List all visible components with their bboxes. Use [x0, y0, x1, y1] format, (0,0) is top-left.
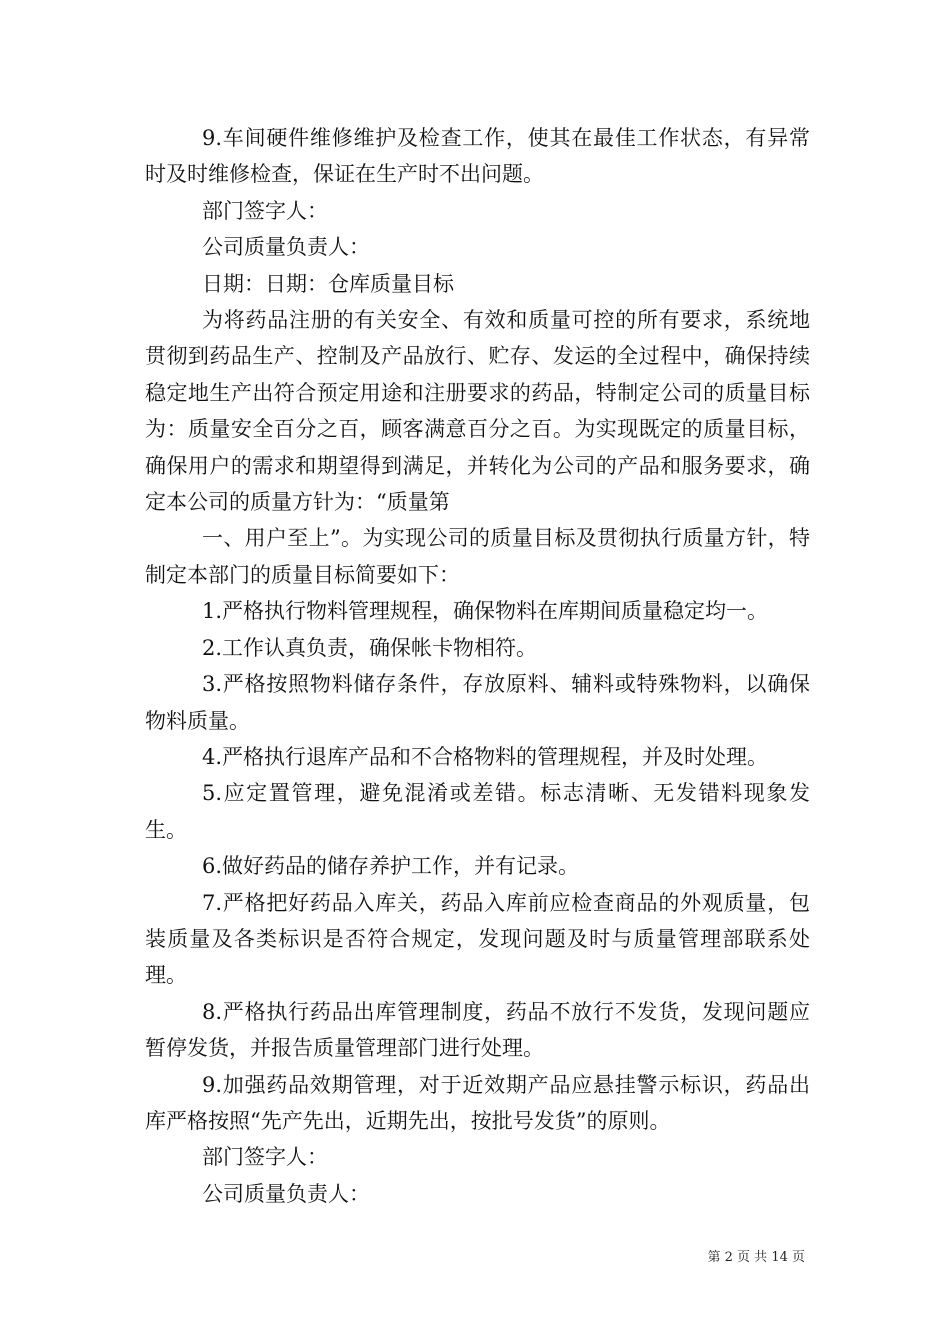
page-number: 第 2 页 共 14 页: [707, 1250, 805, 1265]
list-item-7: 7.严格把好药品入库关，药品入库前应检查商品的外观质量，包装质量及各类标识是否符合规定，发现问题及时与质量管理部联系处理。: [145, 890, 810, 988]
paragraph-dept-signer-2: 部门签字人：: [202, 1145, 328, 1170]
paragraph-policy: 一、用户至上”。为实现公司的质量目标及贯彻执行质量方针，特制定本部门的质量目标简要如下：: [145, 526, 810, 587]
list-item-2: 2.工作认真负责，确保帐卡物相符。: [202, 635, 538, 660]
paragraph-date-heading: 日期：日期：仓库质量目标: [202, 271, 454, 296]
paragraph-workshop-maintenance: 9.车间硬件维修维护及检查工作，使其在最佳工作状态，有异常时及时维修检查，保证在生产时不出问题。: [145, 126, 810, 187]
document-body: [145, 120, 810, 1212]
list-item-6: 6.做好药品的储存养护工作，并有记录。: [202, 854, 580, 879]
list-item-5: 5.应定置管理，避免混淆或差错。标志清晰、无发错料现象发生。: [145, 781, 810, 842]
paragraph-quality-officer: 公司质量负责人：: [202, 235, 370, 260]
list-item-9: 9.加强药品效期管理，对于近效期产品应悬挂警示标识，药品出库严格按照“先产先出，近期先出，按批号发货”的原则。: [145, 1072, 810, 1133]
list-item-3: 3.严格按照物料储存条件，存放原料、辅料或特殊物料，以确保物料质量。: [145, 672, 810, 733]
paragraph-intro: 为将药品注册的有关安全、有效和质量可控的所有要求，系统地贯彻到药品生产、控制及产品放行、贮存、发运的全过程中，确保持续稳定地生产出符合预定用途和注册要求的药品，特制定公司的质量目标为：质量安全百分之百，顾客满意百分之百。为实现既定的质量目标，确保用户的需求和期望得到满足，并转化为公司的产品和服务要求，确定本公司的质量方针为：“质量第: [145, 308, 810, 515]
list-item-1: 1.严格执行物料管理规程，确保物料在库期间质量稳定均一。: [202, 599, 769, 624]
list-item-4: 4.严格执行退库产品和不合格物料的管理规程，并及时处理。: [202, 744, 769, 769]
list-item-8: 8.严格执行药品出库管理制度，药品不放行不发货，发现问题应暂停发货，并报告质量管理部门进行处理。: [145, 999, 810, 1061]
paragraph-dept-signer: 部门签字人：: [202, 198, 328, 223]
paragraph-quality-officer-2: 公司质量负责人：: [202, 1181, 370, 1206]
